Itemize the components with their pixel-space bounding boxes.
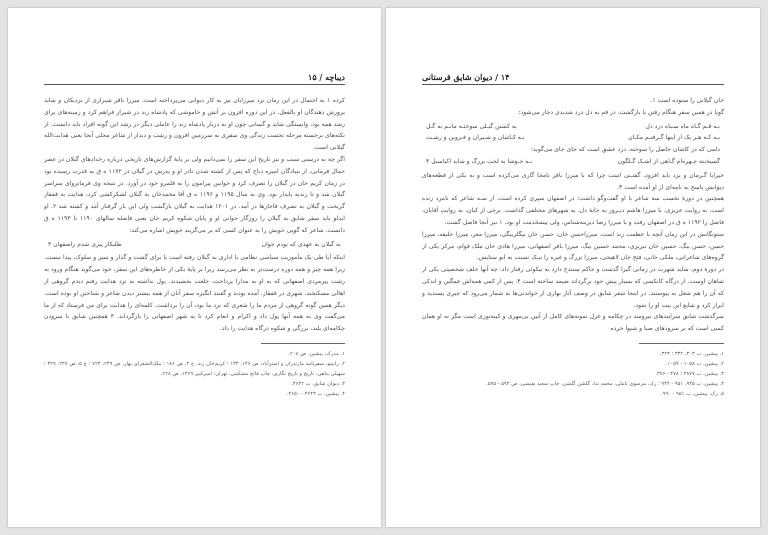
poem-hemistich-right: بـه کـه هـر یک از اینها گـرفتـم مکـان	[628, 134, 720, 142]
left-running-title: دیباچه / ۱۵	[308, 72, 345, 82]
poem-hemistich-right: به گیلان به عهدی که بودم جوان	[261, 240, 341, 248]
poem-hemistich-left: بـه کـاشان و شـیران و قـزوین و رشـت	[426, 134, 525, 142]
right-page-content	[422, 66, 724, 505]
left-page-content	[44, 66, 345, 505]
poem-hemistich-right: دلمی که در کاشان حاصل را سوخته، درد عشق است که جای جای می‌گوید:	[530, 146, 720, 154]
left-paragraph-3: اینکه آیا طی یک مأموریت سیاسی نظامی یا اداری به گیلان رفته است یا برای گشت و گذار و سیر و سلوک، پیدا نیست. زیرا همه چیز و همه دوره درست‌تر به نظر می‌رسد زیرا بر پایهٔ یکی از خاطره‌های این سفر، خود می‌گوید هنگام ورود به رشت پیرمردی اصفهانی که به او به مدارا پرداخت، خلعت بخشیدند. پول نداشته به نزد هدایت رفتم دیدم گروهی از اهالی مسکنجند، شهری در قفقاز، آمده بودند و گفتند انگیزه سفر آنان از همه بیشتر دیدن شاعر و شناختن او بوده است. دیگر همین گونه گروهی از مردم ما را شعری که نزد ما بود، آن را برداشت. کلمه‌ای را هدایت برای من فرستاد که از ما می‌گفت وی به همه آنها پول داد و اکرام و انعام کرد تا به شهر اصفهانی را بازگرداند. ۴ همچنین شایق با سرودن چکامه‌ای بلند، بزرگی و شکوه درگاه هدایت را داد.	[44, 254, 345, 333]
right-page-header	[422, 66, 724, 85]
left-poem-line	[44, 239, 345, 251]
right-poem-line-2	[422, 132, 724, 144]
left-footnote-2: ۲. رابینو، سفرنامه مازندران و استرآباد، ص ۱۴۶، ۱۳۴ ؛ کریم‌خان زند، ج ۴، ص ۱۸۶ ؛ ملک‌الشعرای بهار، ص ۲۴۹، ۷۲۴ ؛ ج ۵، ص ۲۳۸، ۳۲۹ ؛ سهیلی بناهی، تاریخ و تاریخ نگاری، چاپ فاتح مشکینی، تهران: امیرکبیر ۱۳۶۹، ص ۲۲۸.	[44, 360, 345, 377]
right-footnote-1: ۱. پیشین، ب ۳۰۳، ۳۳۲ ؛ ۳۲۳.	[659, 350, 724, 357]
left-paragraph-2: اگر چه به درستی سبب و نیز تاریخ این سفر را نمی‌دانیم ولی بر پایهٔ گزارش‌های تاریخی درباره رخدادهای گیلان در عصر جمال فرمانی، از بنیادگان امیره دباج که پس از کشته شدن نادر او و پدرش در گیلان در ۱۱۷۲ ه ق به قدرت رسیده بود در زمان کریم خان در گیلان را تصرف کرد و خوانین پیرامون را به قلمرو خود در آورد. در نتیجه وی فرمانروای سراسر گیلان شد و تا زندیه پایدار بود. وی به سال ۱۱۹۵ و ۱۱۹۶ ه ق آقا محمدخان به گیلان لشکرکشی کرد، هدایت به قفقاز گریخت و گیلان به تصرف قاجارها در آمد. در ۱۲۰۱ هدایت به گیلان بازگشت ولی این بار گرفتار آمد و کشته شد ۲. او ایدلو باید سفر شایق به گیلان را روزگار جوانی او و پایان شکوه کریم خان یعنی فاصله سالهای ۱۱۹۰ تا ۱۱۹۳ ه ق دانست. شاعر که گویی خویش را به عنوان کسی که بر می‌گزیند خویش اشاره می‌کند:	[44, 155, 345, 234]
poem-hemistich-left: بـه خـوشا به لخت بزرگ و شاید اکیاسبل ۳	[426, 157, 533, 165]
left-footnotes	[44, 349, 345, 399]
right-footnotes	[422, 349, 724, 399]
right-footnote-5: ۵. رک. پیشین، ب ۹۵۱ - ۹۹۰.	[661, 390, 724, 397]
right-footnote-4: ۴. پیشین، ب ۹۴۵، ۹۵۱ - ۹۴۴ ؛ رک. مرسوی تاملی، محمد ندا، گلشن گلشن، چاپ سعید نفیسی، ص ۵۹۴ - ۵۹۵.	[486, 380, 724, 387]
left-footnote-divider	[261, 343, 345, 344]
right-poem	[422, 121, 724, 168]
right-poem-line-4	[422, 156, 724, 168]
poem-hemistich-left: طلبکار پیری شدم زاصفهان ۳	[48, 240, 122, 248]
left-body	[44, 95, 345, 237]
left-poem	[44, 239, 345, 251]
left-page-header	[44, 66, 345, 85]
right-paragraph-6: در دورهٔ دوم، شاید شهرت در زمانی گیرا گذشت و حاکم سنندج دارد به نیکوئی رفتار داد، چه آنها خلف شخصیتی یکی از شاهان اوست. از درگاه کانکسی که بسیار پیش خود برگرداند ضیمد ساخته است ۴. پس از کمی همه‌اش غمگین و اندکی که آن را هم شغل به پیوستند. در اینجا شعر شایق در وصف آثار بهاری از خواندنی‌ها به شمار می‌رود که چیزی پسندید و ابراز کرد و شایع این بیت او را نمود.	[422, 266, 724, 309]
left-body-2	[44, 252, 345, 335]
right-paragraph-2: گویا در همین سفر هنگام رفتن یا بازگشت، در قم به دل درد شدیدی دچار می‌شود:	[518, 108, 724, 116]
right-poem-line-3	[422, 144, 724, 156]
right-body-2	[422, 170, 724, 335]
right-paragraph-5: ستونگانش در این زمان آنچه با عظمت زند است. میرزاحسن خان، حسن خان بیگلربیگی، میرزا معز، میرزا خلیفه، میرزا حسن، حسن بیگ، حسین خان تبریزی، محمد حسین بیگ، میرزا باقر اصفهانی، میرزا هادی خان ملک قوام، مرکز یکی از گروه‌های شاعرانی، ملکی خانی، فتح خان لاهیجی، میرزا بزرگ و غیره را نیـک نسبت به ابو ستایش.	[422, 230, 724, 262]
poem-hemistich-right: گسیخـته چـهره‌ام گـاهی از اشـک گـلگون	[617, 157, 720, 165]
right-page	[386, 8, 760, 527]
left-paragraph-1: کرده ۱ به احتمال در این زمان نزد میرزایان نیز به کار دیوانی می‌پرداخته است. میرزا باقر شیرازی از نزدیکان و شاید پرورش دهندگان او بالفعل. در این دوره افزون بر آتش و خاموشی که پادشاه زند در شیراز فراهم کرد و زمینه‌های برای رشد همه بود، وابستگی شاید و گسانی چون او به دربار پادشاه زند را عاملی دیگر در رشد این گونه افراد باید دانست. از نکته‌های برجسته مرحله نخست زندگی وی سفری به سرزمین افزون و رشت و دیدار از شاعر محلی آنجا یعنی هدایت‌الله گیلانی است.	[44, 97, 345, 152]
left-footnote-1: ۱. مدرک، پیشین، ص ۲۰۸.	[288, 350, 345, 357]
right-running-title: ۱۴ / دیوان شایق قرستانی	[422, 72, 510, 82]
right-footnote-divider	[639, 343, 724, 344]
right-poem-line-1	[422, 121, 724, 133]
right-body	[422, 95, 724, 119]
right-footnote-3: ۳. پیشین، ب ۳۸۷۷ ؛ ۴۷۸ - ۳۷۶.	[655, 370, 724, 377]
poem-hemistich-left: به کشتن گیـلی سوختـه مانـم به گـل	[426, 122, 517, 130]
right-paragraph-7: سرگذشت شایق سرایندهای نیرومند در چکامه و غزل نمونه‌های کامل از آیین بی‌مهری و کینه‌توزی است مگر نه او همان کسی است که بر سرودهای صبا و شیوا خرده	[422, 313, 724, 333]
right-paragraph-4: همچنین در دورهٔ نخست سه شاعر با او گفت‌وگو داشت: در اصفهان سپری کرده است، از سـه شاعر که نامزد زنده است. به روایت عزیزی، با میرزا هاشم دیـروز به خانهٔ دل، به شهرهای مختلفی گذاشت. برخی از کیان، به روایت آقایان، فاضل را ۱۱۹۲ ه ق در اصفهان رفت و با میرزا رضا دیرینه‌شناس، ولی پیشخدمت او بود. ۱ نیز آنجا فاضل گشت.	[422, 195, 724, 226]
right-paragraph-3: خیرایا گـرمان و یزد باید افزود. گفتـنی است چرا که با میرزا باقر نامجا گاری می‌کرده است و به یکی از قطعه‌های دیوانش پاسخ به نامه‌ای از او آمده است ۳.	[422, 171, 724, 191]
left-page	[8, 8, 381, 527]
poem-hemistich-right: بـه قـم گـاه ماه سـباه درد دل	[645, 122, 720, 130]
left-footnote-4: ۴. پیشین، ب ۴۶۴۳ - ۴۶۵۰.	[286, 390, 345, 397]
right-paragraph-1: خان گیلانی را ستوده است ۱.	[650, 97, 724, 104]
left-footnote-3: ۳. دیوان شایق، ب ۴۶۴۲.	[291, 380, 345, 387]
right-footnote-2: ۲. پیشین، ب ۱۰۵۸ - ۱۰۵۹.	[665, 360, 724, 367]
